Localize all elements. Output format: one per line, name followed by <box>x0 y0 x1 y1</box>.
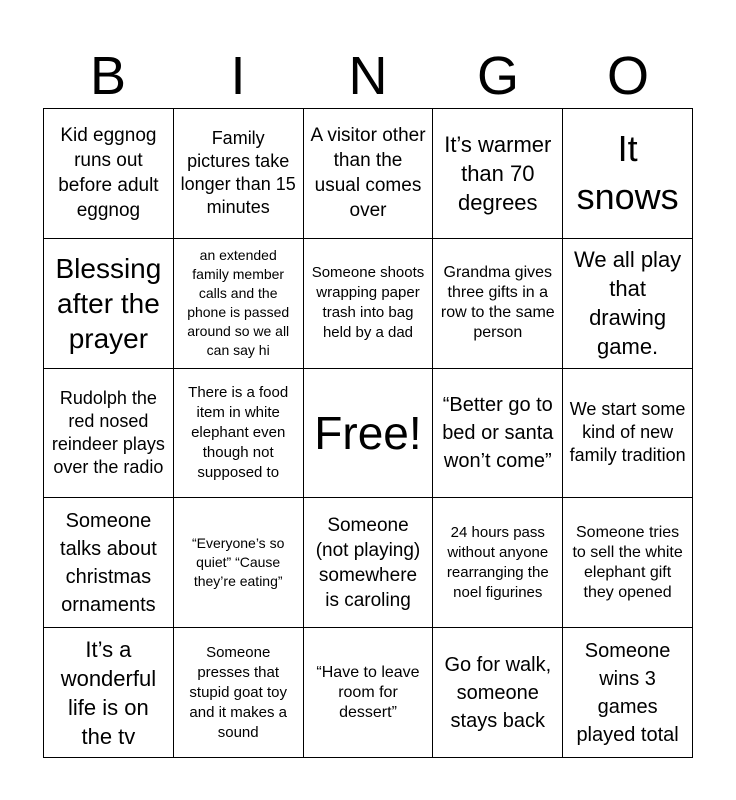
bingo-cell[interactable] <box>174 239 304 369</box>
cell-text: “Everyone’s so quiet” “Cause they’re eating” <box>192 535 285 590</box>
cell-text: We all play that drawing game. <box>573 247 682 360</box>
cell-text: Someone talks about christmas ornaments <box>60 509 157 616</box>
cell-text: It’s a wonderful life is on the tv <box>60 636 157 749</box>
cell-text: Blessing after the prayer <box>55 252 162 354</box>
free-space[interactable] <box>304 369 434 499</box>
bingo-cell[interactable] <box>563 628 693 758</box>
header-letter-g: G <box>476 46 519 106</box>
cell-text: “Have to leave room for dessert” <box>316 663 420 721</box>
bingo-cell[interactable] <box>304 239 434 369</box>
bingo-header <box>43 46 693 106</box>
header-letter-o: O <box>606 46 649 106</box>
bingo-cell[interactable] <box>174 628 304 758</box>
header-letter-i: I <box>230 46 246 106</box>
cell-text: 24 hours pass without anyone rearranging the noel figurines <box>446 523 549 601</box>
cell-text: Kid eggnog runs out before adult eggnog <box>58 125 159 222</box>
header-letter-b: B <box>89 46 127 106</box>
cell-text: Go for walk, someone stays back <box>444 653 552 732</box>
cell-text: Free! <box>314 406 422 459</box>
cell-text: an extended family member calls and the phone is passed around so we all can say hi <box>187 247 290 359</box>
cell-text: Someone (not playing) somewhere is caroling <box>315 514 421 611</box>
cell-text: Someone tries to sell the white elephant gift they opened <box>572 523 683 601</box>
cell-text: Someone presses that stupid goat toy and it makes a sound <box>189 643 287 741</box>
bingo-cell[interactable] <box>174 109 304 239</box>
bingo-cell[interactable] <box>433 239 563 369</box>
bingo-cell[interactable] <box>44 239 174 369</box>
cell-text: Grandma gives three gifts in a row to the same person <box>440 264 555 342</box>
bingo-cell[interactable] <box>44 109 174 239</box>
bingo-cell[interactable] <box>304 498 434 628</box>
bingo-cell[interactable] <box>563 109 693 239</box>
bingo-cell[interactable] <box>44 498 174 628</box>
bingo-cell[interactable] <box>44 369 174 499</box>
cell-text: “Better go to bed or santa won’t come” <box>442 393 554 472</box>
header-letter-n: N <box>348 46 388 106</box>
bingo-cell[interactable] <box>433 498 563 628</box>
bingo-cell[interactable] <box>563 239 693 369</box>
cell-text: It snows <box>576 128 679 218</box>
bingo-cell[interactable] <box>174 369 304 499</box>
bingo-cell[interactable] <box>433 109 563 239</box>
bingo-cell[interactable] <box>304 628 434 758</box>
bingo-card <box>43 108 693 758</box>
bingo-cell[interactable] <box>44 628 174 758</box>
cell-text: Someone wins 3 games played total <box>576 639 679 746</box>
bingo-cell[interactable] <box>304 109 434 239</box>
cell-text: We start some kind of new family tradition <box>569 399 686 466</box>
bingo-cell[interactable] <box>433 628 563 758</box>
cell-text: Family pictures take longer than 15 minutes <box>180 128 296 218</box>
cell-text: There is a food item in white elephant even though not supposed to <box>188 383 289 481</box>
cell-text: Rudolph the red nosed reindeer plays over the radio <box>51 387 165 477</box>
cell-text: Someone shoots wrapping paper trash into bag held by a dad <box>311 264 425 342</box>
bingo-cell[interactable] <box>563 498 693 628</box>
bingo-cell[interactable] <box>174 498 304 628</box>
cell-text: It’s warmer than 70 degrees <box>444 131 552 215</box>
bingo-cell[interactable] <box>433 369 563 499</box>
cell-text: A visitor other than the usual comes over <box>310 125 426 222</box>
bingo-cell[interactable] <box>563 369 693 499</box>
